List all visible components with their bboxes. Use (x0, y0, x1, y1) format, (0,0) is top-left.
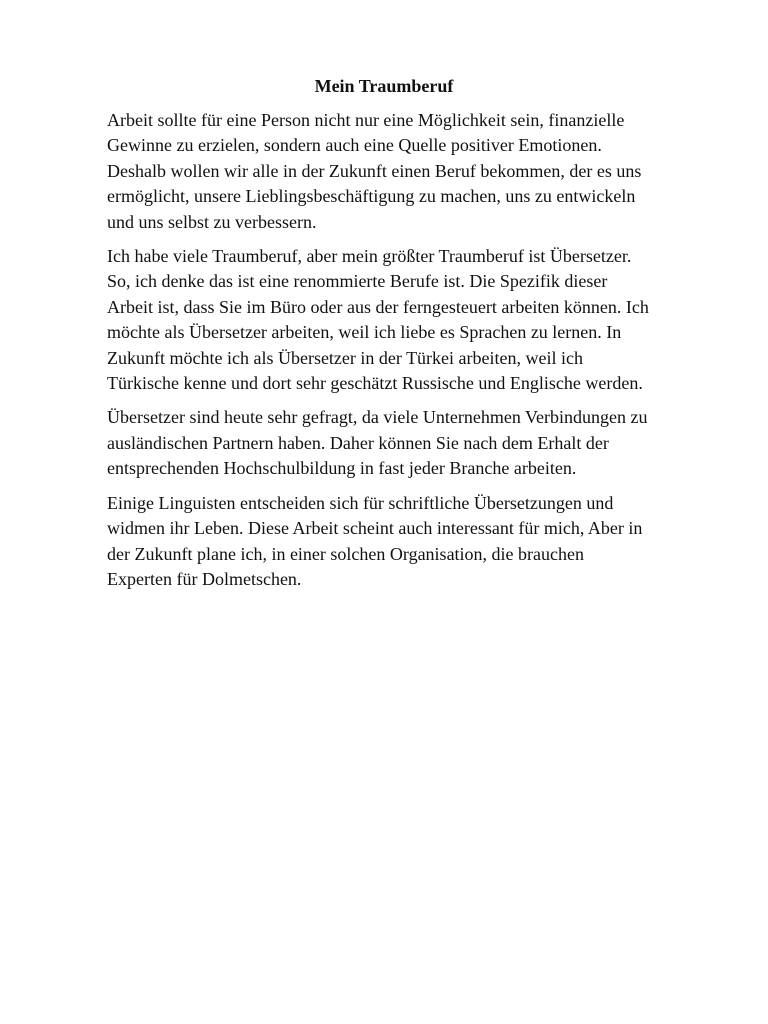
text-line: Türkische kenne und dort sehr geschätzt Russische und Englische werden. (107, 373, 643, 394)
text-line: widmen ihr Leben. Diese Arbeit scheint auch interessant für mich, Aber in (107, 518, 643, 539)
paragraph-4 (107, 491, 719, 593)
paragraph-3 (107, 405, 719, 481)
text-line: Deshalb wollen wir alle in der Zukunft einen Beruf bekommen, der es uns (107, 160, 642, 181)
text-line: entsprechenden Hochschulbildung in fast jeder Branche arbeiten. (107, 458, 577, 479)
text-line: und uns selbst zu verbessern. (107, 211, 317, 232)
text-line: Übersetzer sind heute sehr gefragt, da viele Unternehmen Verbindungen zu (107, 407, 648, 428)
text-line: Arbeit sollte für eine Person nicht nur eine Möglichkeit sein, finanzielle (107, 110, 625, 130)
text-line: der Zukunft plane ich, in einer solchen Organisation, die brauchen (107, 543, 585, 564)
text-line: Gewinne zu erzielen, sondern auch eine Quelle positiver Emotionen. (107, 135, 602, 156)
text-line: Ich habe viele Traumberuf, aber mein größter Traumberuf ist Übersetzer. (107, 246, 632, 267)
document-title: Mein Traumberuf (314, 76, 454, 96)
document-body (107, 108, 719, 601)
text-line: Arbeit ist, dass Sie im Büro oder aus der ferngesteuert arbeiten können. Ich (107, 296, 649, 317)
text-line: ausländischen Partnern haben. Daher können Sie nach dem Erhalt der (107, 432, 609, 453)
paragraph-2 (107, 244, 719, 396)
text-line: Experten für Dolmetschen. (107, 568, 302, 589)
text-line: ermöglicht, unsere Lieblingsbeschäftigung zu machen, uns zu entwickeln (107, 186, 636, 207)
text-line: Einige Linguisten entscheiden sich für schriftliche Übersetzungen und (107, 492, 614, 513)
text-line: möchte als Übersetzer arbeiten, weil ich liebe es Sprachen zu lernen. In (107, 322, 622, 343)
text-line: So, ich denke das ist eine renommierte Berufe ist. Die Spezifik dieser (107, 271, 608, 292)
text-line: Zukunft möchte ich als Übersetzer in der Türkei arbeiten, weil ich (107, 347, 583, 368)
paragraph-1 (107, 108, 719, 235)
